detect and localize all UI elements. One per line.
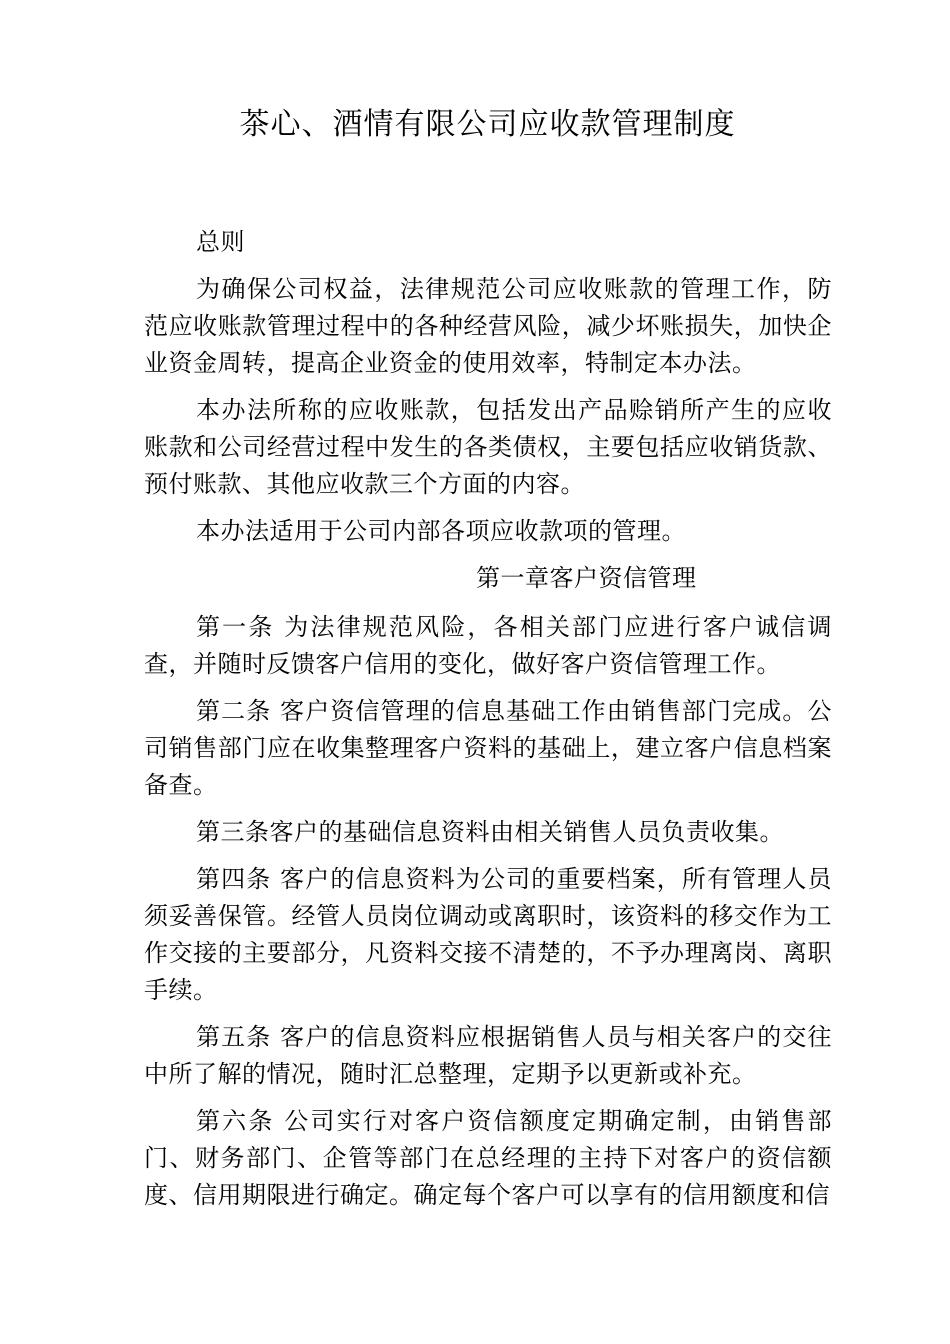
chapter-1-heading: 第一章客户资信管理 xyxy=(476,564,697,592)
general-provisions-heading: 总则 xyxy=(196,228,245,256)
paragraph-definition: 本办法所称的应收账款，包括发出产品赊销所产生的应收账款和公司经营过程中发生的各类债权，主要包括应收销货款、预付账款、其他应收款三个方面的内容。 xyxy=(144,396,832,498)
paragraph-scope: 本办法适用于公司内部各项应收款项的管理。 xyxy=(196,517,686,545)
document-body xyxy=(144,224,832,1224)
article-6: 第六条 公司实行对客户资信额度定期确定制，由销售部门、财务部门、企管等部门在总经理的主持下对客户的资信额度、信用期限进行确定。确定每个客户可以享有的信用额度和信 xyxy=(144,1107,832,1209)
article-3: 第三条客户的基础信息资料由相关销售人员负责收集。 xyxy=(196,818,784,846)
article-4: 第四条 客户的信息资料为公司的重要档案，所有管理人员须妥善保管。经管人员岗位调动或离职时，该资料的移交作为工作交接的主要部分，凡资料交接不清楚的，不予办理离岗、离职手续。 xyxy=(144,865,832,1004)
article-1: 第一条 为法律规范风险，各相关部门应进行客户诚信调查，并随时反馈客户信用的变化，做好客户资信管理工作。 xyxy=(144,613,832,678)
document-title: 茶心、酒情有限公司应收款管理制度 xyxy=(239,107,736,142)
article-2: 第二条 客户资信管理的信息基础工作由销售部门完成。公司销售部门应在收集整理客户资料的基础上，建立客户信息档案备查。 xyxy=(144,697,832,799)
paragraph-purpose: 为确保公司权益，法律规范公司应收账款的管理工作，防范应收账款管理过程中的各种经营风险，减少坏账损失，加快企业资金周转，提高企业资金的使用效率，特制定本办法。 xyxy=(144,275,832,377)
article-5: 第五条 客户的信息资料应根据销售人员与相关客户的交往中所了解的情况，随时汇总整理，定期予以更新或补充。 xyxy=(144,1023,832,1088)
